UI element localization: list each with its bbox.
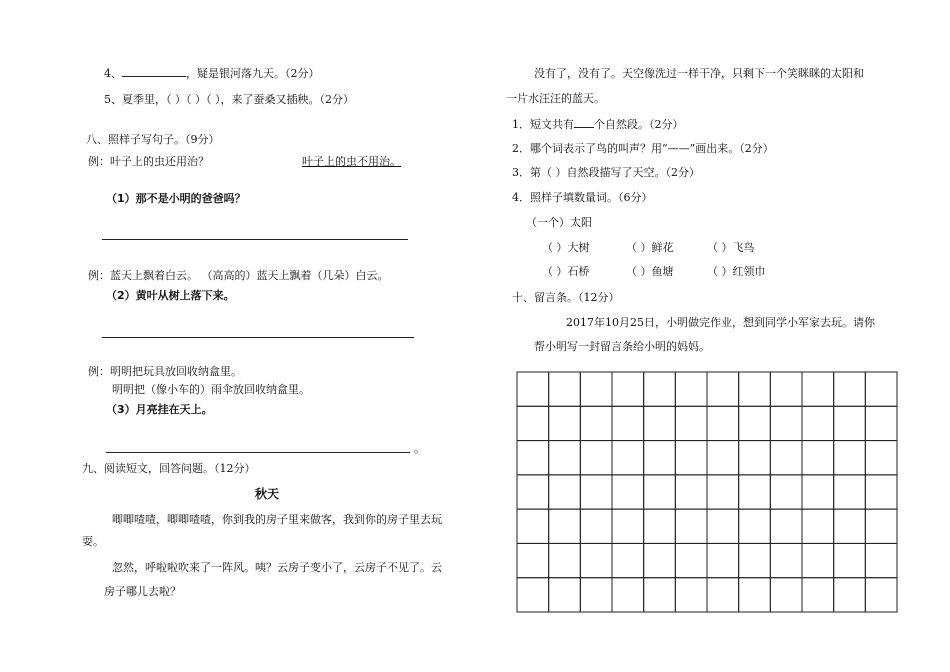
question-7-5: 5、夏季里，（ ）（ ）（ ），来了蚕桑又插秧。（2分） bbox=[104, 93, 354, 106]
grid-cell[interactable] bbox=[739, 372, 771, 406]
grid-cell[interactable] bbox=[612, 509, 644, 543]
grid-cell[interactable] bbox=[612, 406, 644, 440]
grid-cell[interactable] bbox=[644, 509, 676, 543]
measure-word-item[interactable]: （ ）红领巾 bbox=[707, 265, 766, 278]
answer-blank[interactable] bbox=[122, 76, 186, 77]
grid-cell[interactable] bbox=[834, 475, 866, 509]
grid-cell[interactable] bbox=[517, 406, 549, 440]
grid-cell[interactable] bbox=[580, 509, 612, 543]
grid-cell[interactable] bbox=[770, 509, 802, 543]
grid-cell[interactable] bbox=[770, 441, 802, 475]
writing-grid[interactable] bbox=[516, 371, 898, 613]
reading-question-3: 3．第（ ）自然段描写了天空。（2分） bbox=[512, 166, 700, 179]
answer-line-3[interactable] bbox=[106, 452, 410, 453]
grid-cell[interactable] bbox=[580, 475, 612, 509]
answer-blank[interactable] bbox=[574, 127, 594, 128]
grid-cell[interactable] bbox=[770, 475, 802, 509]
grid-cell[interactable] bbox=[549, 543, 581, 577]
grid-cell[interactable] bbox=[834, 509, 866, 543]
grid-cell[interactable] bbox=[865, 406, 897, 440]
grid-cell[interactable] bbox=[802, 543, 834, 577]
passage-title: 秋天 bbox=[255, 487, 280, 501]
grid-cell[interactable] bbox=[865, 543, 897, 577]
grid-cell[interactable] bbox=[865, 475, 897, 509]
grid-cell[interactable] bbox=[580, 441, 612, 475]
grid-cell[interactable] bbox=[770, 578, 802, 612]
grid-cell[interactable] bbox=[675, 406, 707, 440]
grid-cell[interactable] bbox=[549, 406, 581, 440]
grid-cell[interactable] bbox=[549, 441, 581, 475]
grid-cell[interactable] bbox=[675, 475, 707, 509]
grid-cell[interactable] bbox=[517, 543, 549, 577]
reading-question-1: 1．短文共有 个自然段。（2分） bbox=[512, 118, 684, 131]
section-9-heading: 九、阅读短文，回答问题。（12分） bbox=[82, 462, 256, 475]
grid-cell[interactable] bbox=[770, 406, 802, 440]
section-10-heading: 十、留言条。（12分） bbox=[512, 291, 620, 304]
answer-line-2[interactable] bbox=[102, 337, 414, 338]
grid-cell[interactable] bbox=[707, 441, 739, 475]
grid-cell[interactable] bbox=[675, 578, 707, 612]
example-1-answer: 叶子上的虫不用治。 bbox=[302, 155, 401, 168]
grid-cell[interactable] bbox=[707, 406, 739, 440]
grid-cell[interactable] bbox=[549, 372, 581, 406]
grid-cell[interactable] bbox=[739, 406, 771, 440]
grid-cell[interactable] bbox=[612, 441, 644, 475]
question-8-3: （3）月亮挂在天上。 bbox=[106, 403, 213, 416]
grid-cell[interactable] bbox=[549, 578, 581, 612]
passage-p2-line2: 房子哪儿去啦？ bbox=[104, 585, 181, 598]
grid-cell[interactable] bbox=[644, 406, 676, 440]
example-2: 例：蓝天上飘着白云。 （高高的）蓝天上飘着（几朵）白云。 bbox=[88, 269, 389, 282]
measure-word-item[interactable]: （ ）大树 bbox=[542, 241, 590, 254]
grid-cell[interactable] bbox=[802, 578, 834, 612]
measure-word-item[interactable]: （ ）石桥 bbox=[542, 265, 590, 278]
grid-cell[interactable] bbox=[517, 475, 549, 509]
measure-word-item[interactable]: （ ）鱼塘 bbox=[626, 265, 674, 278]
question-8-2: （2）黄叶从树上落下来。 bbox=[106, 289, 235, 302]
grid-cell[interactable] bbox=[517, 372, 549, 406]
measure-word-item[interactable]: （ ）飞鸟 bbox=[707, 241, 755, 254]
grid-cell[interactable] bbox=[644, 441, 676, 475]
measure-word-item[interactable]: （ ）鲜花 bbox=[626, 241, 674, 254]
grid-cell[interactable] bbox=[834, 543, 866, 577]
grid-cell[interactable] bbox=[865, 372, 897, 406]
grid-cell[interactable] bbox=[802, 509, 834, 543]
grid-cell[interactable] bbox=[865, 509, 897, 543]
grid-cell[interactable] bbox=[517, 578, 549, 612]
grid-cell[interactable] bbox=[834, 406, 866, 440]
grid-cell[interactable] bbox=[834, 441, 866, 475]
note-prompt-line2: 帮小明写一封留言条给小明的妈妈。 bbox=[534, 340, 710, 353]
example-3-line2: 明明把（像小车的）雨伞放回收纳盒里。 bbox=[112, 383, 310, 396]
grid-cell[interactable] bbox=[580, 578, 612, 612]
grid-cell[interactable] bbox=[739, 509, 771, 543]
grid-cell[interactable] bbox=[865, 578, 897, 612]
grid-cell[interactable] bbox=[802, 406, 834, 440]
grid-cell[interactable] bbox=[612, 475, 644, 509]
grid-cell[interactable] bbox=[707, 475, 739, 509]
grid-cell[interactable] bbox=[707, 578, 739, 612]
grid-cell[interactable] bbox=[834, 578, 866, 612]
grid-cell[interactable] bbox=[675, 372, 707, 406]
example-1: 例：叶子上的虫还用治？ bbox=[88, 155, 209, 168]
grid-cell[interactable] bbox=[675, 543, 707, 577]
grid-cell[interactable] bbox=[802, 475, 834, 509]
passage-p3-line2: 一片水汪汪的蓝天。 bbox=[506, 92, 605, 105]
reading-question-2: 2．哪个词表示了鸟的叫声？用“——”画出来。（2分） bbox=[512, 142, 774, 155]
grid-cell[interactable] bbox=[865, 441, 897, 475]
grid-cell[interactable] bbox=[517, 441, 549, 475]
grid-cell[interactable] bbox=[612, 372, 644, 406]
grid-cell[interactable] bbox=[707, 509, 739, 543]
grid-cell[interactable] bbox=[612, 543, 644, 577]
grid-cell[interactable] bbox=[644, 372, 676, 406]
grid-cell[interactable] bbox=[834, 372, 866, 406]
grid-cell[interactable] bbox=[580, 372, 612, 406]
passage-p1-line2: 耍。 bbox=[82, 535, 104, 548]
section-8-heading: 八、照样子写句子。（9分） bbox=[86, 133, 220, 146]
reading-question-4: 4．照样子填数量词。（6分） bbox=[512, 191, 653, 204]
grid-cell[interactable] bbox=[675, 509, 707, 543]
passage-p3-line1: 没有了，没有了。天空像洗过一样干净，只剩下一个笑眯眯的太阳和 bbox=[534, 67, 864, 80]
period-mark: 。 bbox=[414, 442, 425, 455]
grid-cell[interactable] bbox=[802, 441, 834, 475]
grid-cell[interactable] bbox=[517, 509, 549, 543]
grid-cell[interactable] bbox=[612, 578, 644, 612]
grid-cell[interactable] bbox=[644, 475, 676, 509]
passage-p1-line1: 唧唧喳喳，唧唧喳喳，你到我的房子里来做客，我到你的房子里去玩 bbox=[112, 513, 442, 526]
note-prompt-line1: 2017年10月25日，小明做完作业，想到同学小军家去玩。请你 bbox=[566, 316, 875, 329]
grid-cell[interactable] bbox=[739, 578, 771, 612]
grid-cell[interactable] bbox=[770, 543, 802, 577]
grid-cell[interactable] bbox=[644, 543, 676, 577]
question-8-1: （1）那不是小明的爸爸吗？ bbox=[106, 192, 246, 205]
grid-cell[interactable] bbox=[580, 406, 612, 440]
answer-line-1[interactable] bbox=[102, 239, 408, 240]
example-3-line1: 例：明明把玩具放回收纳盒里。 bbox=[88, 365, 242, 378]
grid-cell[interactable] bbox=[707, 372, 739, 406]
passage-p2-line1: 忽然，呼啦啦吹来了一阵风。咦？云房子变小了，云房子不见了。云 bbox=[112, 561, 442, 574]
grid-cell[interactable] bbox=[802, 372, 834, 406]
measure-word-example: （一个）太阳 bbox=[526, 216, 592, 229]
grid-cell[interactable] bbox=[675, 441, 707, 475]
grid-cell[interactable] bbox=[770, 372, 802, 406]
grid-cell[interactable] bbox=[549, 509, 581, 543]
grid-cell[interactable] bbox=[739, 543, 771, 577]
grid-cell[interactable] bbox=[739, 475, 771, 509]
grid-cell[interactable] bbox=[707, 543, 739, 577]
grid-cell[interactable] bbox=[644, 578, 676, 612]
grid-cell[interactable] bbox=[580, 543, 612, 577]
question-7-4: 4、 ，疑是银河落九天。（2分） bbox=[104, 67, 320, 80]
grid-cell[interactable] bbox=[549, 475, 581, 509]
grid-cell[interactable] bbox=[739, 441, 771, 475]
